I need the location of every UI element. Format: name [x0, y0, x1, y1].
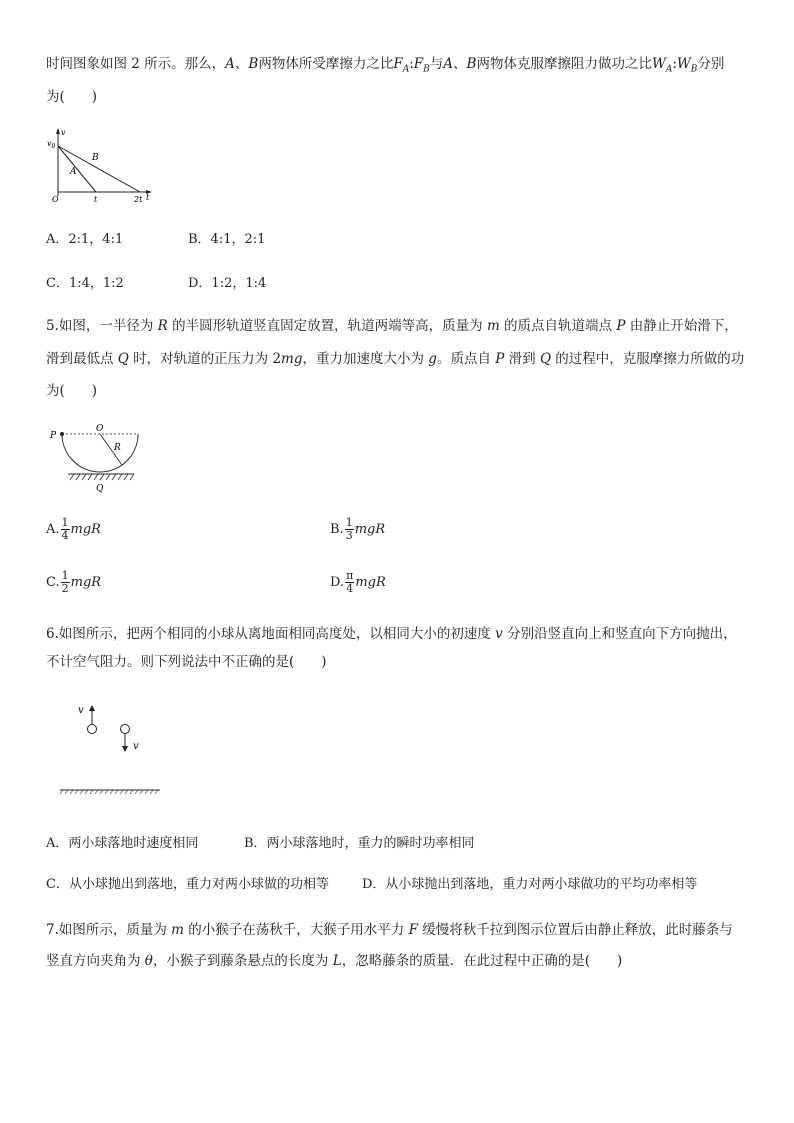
fraction: $\frac{1}{4}$: [61, 516, 69, 542]
graph-t-label: t: [94, 195, 98, 204]
q6-option-a[interactable]: A．两小球落地时速度相同: [46, 836, 199, 851]
q4-text: 两物体克服摩擦阻力做功之比: [476, 56, 652, 72]
var-m: m: [171, 922, 184, 938]
var-R: R: [157, 318, 168, 334]
graph-v-label: v: [61, 128, 66, 137]
q6-option-b[interactable]: B．两小球落地时，重力的瞬时功率相同: [244, 836, 475, 851]
arrow-up-head: [89, 705, 95, 711]
q5-text: 滑到最低点: [46, 351, 118, 367]
var-L: L: [332, 953, 342, 969]
fraction: $\frac{1}{2}$: [61, 569, 69, 595]
var-F: F: [413, 56, 424, 72]
semicircle-track: [62, 434, 138, 472]
q7-stem-line1: [46, 920, 733, 940]
q4-text: 时间图象如图 2 所示。那么，: [46, 56, 226, 72]
q5-text: 时，对轨道的正压力为 2: [128, 351, 282, 367]
subscript: B: [423, 64, 430, 75]
var-mg: mg: [281, 351, 303, 367]
graph-v0-label: $v_0$: [47, 139, 56, 150]
ground-hatching: [60, 790, 158, 794]
q4-text: 与: [429, 56, 444, 72]
var-F: F: [408, 922, 418, 938]
var-Q: Q: [117, 351, 129, 367]
fraction: $\frac{\pi}{4}$: [346, 569, 354, 595]
option-expr: mgR: [70, 522, 101, 537]
q5-stem-line2: [46, 349, 744, 369]
var-P: P: [616, 318, 626, 334]
label-v-down: v: [133, 741, 139, 752]
graph-B-label: B: [92, 153, 99, 163]
q5-text: 滑到: [504, 351, 540, 367]
q6-balls-figure: [56, 696, 166, 800]
q4-text: 、: [453, 56, 467, 72]
q5-semicircle-figure: [46, 422, 146, 494]
graph-t-axis-label: t: [146, 193, 150, 202]
option-label: B.: [330, 522, 344, 537]
ball-down: [121, 725, 130, 734]
colon: :: [672, 56, 677, 72]
var-g: g: [428, 351, 437, 367]
q5-stem-line1: [46, 316, 738, 336]
subscript: B: [690, 64, 698, 75]
graph-origin-label: O: [52, 195, 59, 204]
q4-option-a[interactable]: A．2:1，4:1: [46, 232, 124, 247]
q6-option-c[interactable]: C．从小球抛出到落地，重力对两小球做的功相等: [46, 877, 329, 892]
var-W: W: [651, 56, 666, 72]
label-R: R: [114, 443, 121, 453]
q5-text: 5.如图，一半径为: [46, 318, 158, 334]
var-W: W: [676, 56, 691, 72]
label-Q: Q: [96, 484, 104, 494]
subscript: A: [402, 64, 410, 75]
q4-text: 两物体所受摩擦力之比: [258, 56, 394, 72]
var-F: F: [393, 56, 403, 72]
arrow-down-head: [122, 746, 128, 752]
q5-text: 由静止开始滑下，: [625, 318, 738, 334]
var-m: m: [486, 318, 500, 334]
option-label: A.: [46, 522, 60, 537]
subscript: A: [665, 64, 673, 75]
option-expr: mgR: [354, 522, 386, 537]
colon: :: [409, 56, 414, 72]
option-label: C.: [46, 575, 60, 590]
var-B: B: [248, 56, 259, 72]
q6-text: 分别沿竖直向上和竖直向下方向抛出，: [502, 626, 737, 642]
q5-text: 的半圆形轨道竖直固定放置，轨道两端等高，质量为: [167, 318, 487, 334]
graph-2t-label: 2t: [134, 195, 143, 204]
q5-option-d[interactable]: [330, 570, 386, 595]
ball-up: [88, 725, 97, 734]
v-axis-arrow: [56, 128, 60, 134]
q6-option-d[interactable]: D．从小球抛出到落地，重力对两小球做功的平均功率相等: [362, 877, 698, 892]
q6-stem-line1: [46, 624, 737, 644]
q7-text: 竖直方向夹角为: [46, 953, 145, 969]
fraction: $\frac{1}{3}$: [345, 516, 353, 542]
q6-stem-line2: 不计空气阻力。则下列说法中不正确的是( ): [46, 654, 327, 670]
label-v-up: v: [78, 705, 84, 716]
var-A: A: [443, 56, 454, 72]
label-P: P: [50, 431, 57, 441]
q5-text: 的质点自轨道端点: [499, 318, 617, 334]
q5-text: 的过程中，克服摩擦力所做的功: [551, 351, 745, 367]
q5-option-b[interactable]: [330, 517, 385, 542]
var-theta: θ: [144, 953, 153, 969]
q4-option-c[interactable]: C．1:4，1:2: [46, 276, 124, 291]
q4-text: 、: [234, 56, 249, 72]
q7-stem-line2: [46, 951, 622, 971]
q4-option-d[interactable]: D．1:2，1:4: [188, 276, 267, 291]
point-P: [60, 432, 64, 436]
q7-text: 的小猴子在荡秋千，大猴子用水平力: [183, 922, 409, 938]
var-P: P: [495, 351, 505, 367]
var-v: v: [495, 626, 503, 642]
q5-text: 。质点自: [436, 351, 496, 367]
ground-hatching: [70, 474, 134, 480]
option-expr: mgR: [355, 575, 386, 590]
q5-stem-line3: 为( ): [46, 383, 98, 399]
var-A: A: [225, 56, 235, 72]
q7-text: 7.如图所示，质量为: [46, 922, 172, 938]
q4-stem-line2: 为( ): [46, 89, 98, 105]
q5-option-c[interactable]: [46, 570, 101, 595]
option-expr: mgR: [70, 575, 102, 590]
q4-option-b[interactable]: B．4:1，2:1: [188, 232, 266, 247]
label-O: O: [96, 424, 104, 434]
option-label: D.: [330, 575, 345, 590]
q7-text: ，忽略藤条的质量．在此过程中正确的是( ): [341, 953, 623, 969]
q7-text: ，小猴子到藤条悬点的长度为: [152, 953, 333, 969]
graph-A-label: A: [70, 167, 77, 177]
line-A: [58, 146, 96, 192]
q4-vt-graph: [46, 126, 161, 206]
q4-stem-line1: [46, 54, 724, 80]
q4-text: 分别: [697, 56, 725, 72]
var-B: B: [466, 56, 477, 72]
q7-text: 缓慢将秋千拉到图示位置后由静止释放，此时藤条与: [417, 922, 733, 938]
q5-text: ，重力加速度大小为: [302, 351, 429, 367]
var-Q: Q: [539, 351, 552, 367]
q5-option-a[interactable]: [46, 517, 101, 542]
q6-text: 6.如图所示，把两个相同的小球从离地面相同高度处，以相同大小的初速度: [46, 626, 496, 642]
